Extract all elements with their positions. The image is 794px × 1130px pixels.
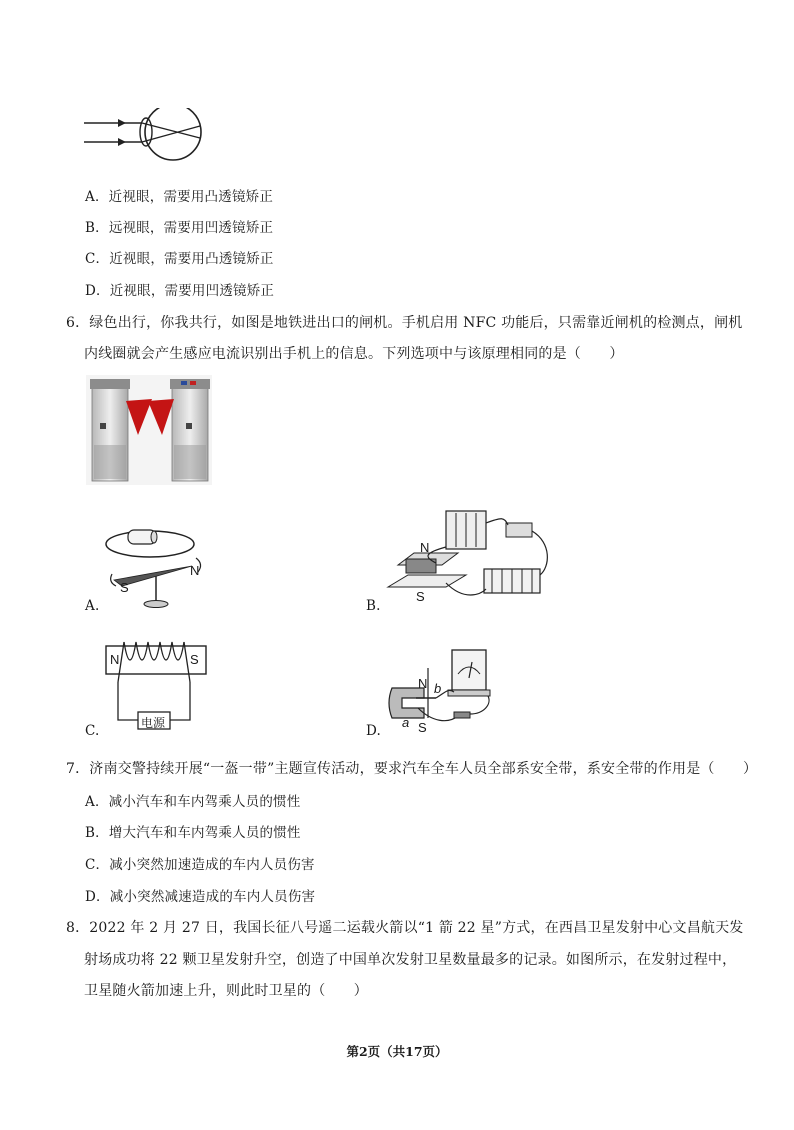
q7-option-d: D．减小突然减速造成的车内人员伤害 (85, 889, 316, 905)
figure-b-label-s: S (416, 589, 425, 604)
q6-option-c-letter: C. (85, 723, 100, 739)
q5-option-d: D．近视眼，需要用凹透镜矫正 (85, 283, 275, 299)
q5-option-b: B．远视眼，需要用凹透镜矫正 (85, 220, 274, 236)
q6-option-b-letter: B. (366, 598, 381, 614)
figure-c-label-s: S (190, 652, 199, 667)
q7-option-a: A．减小汽车和车内驾乘人员的惯性 (85, 794, 301, 810)
figure-c-label-n: N (110, 652, 120, 667)
q7-option-c: C．减小突然加速造成的车内人员伤害 (85, 857, 315, 873)
q6-option-a-letter: A. (85, 598, 100, 614)
figure-c-label-power: 电源 (141, 716, 166, 730)
figure-a-label-s: S (120, 580, 129, 595)
turnstile-photo (86, 375, 212, 485)
q8-stem-line2: 射场成功将 22 颗卫星发射升空，创造了中国单次发射卫星数量最多的记录。如图所示，在发射过程中， (84, 952, 737, 968)
figure-d-label-s: S (418, 720, 427, 735)
q8-stem-line3: 卫星随火箭加速上升，则此时卫星的（ ） (84, 983, 368, 999)
q5-option-a: A．近视眼，需要用凸透镜矫正 (85, 189, 274, 205)
figure-a-label-n: N (190, 563, 200, 578)
q6-stem-line1: 6．绿色出行，你我共行，如图是地铁进出口的闸机。手机启用 NFC 功能后，只需靠近闸机的检测点，闸机 (66, 315, 743, 331)
q5-option-c: C．近视眼，需要用凸透镜矫正 (85, 251, 274, 267)
figure-d-label-n: N (418, 676, 428, 691)
q8-stem-line1: 8．2022 年 2 月 27 日，我国长征八号遥二运载火箭以“1 箭 22 星”方式，在西昌卫星发射中心文昌航天发 (66, 920, 744, 936)
q7-option-b: B．增大汽车和车内驾乘人员的惯性 (85, 825, 301, 841)
q7-stem: 7．济南交警持续开展“一盔一带”主题宣传活动，要求汽车全车人员全部系安全带，系安全带的作用是（ ） (66, 761, 758, 777)
page-footer: 第2页（共17页） (346, 1044, 448, 1059)
q6-option-d-letter: D. (366, 723, 382, 739)
figure-b-label-n: N (420, 540, 430, 555)
figure-b-circuit (384, 503, 554, 611)
figure-d-label-a: a (402, 715, 410, 730)
eye-diagram (84, 108, 208, 172)
q6-stem-line2: 内线圈就会产生感应电流识别出手机上的信息。下列选项中与该原理相同的是（ ） (84, 346, 624, 362)
figure-d-label-b: b (434, 681, 442, 696)
